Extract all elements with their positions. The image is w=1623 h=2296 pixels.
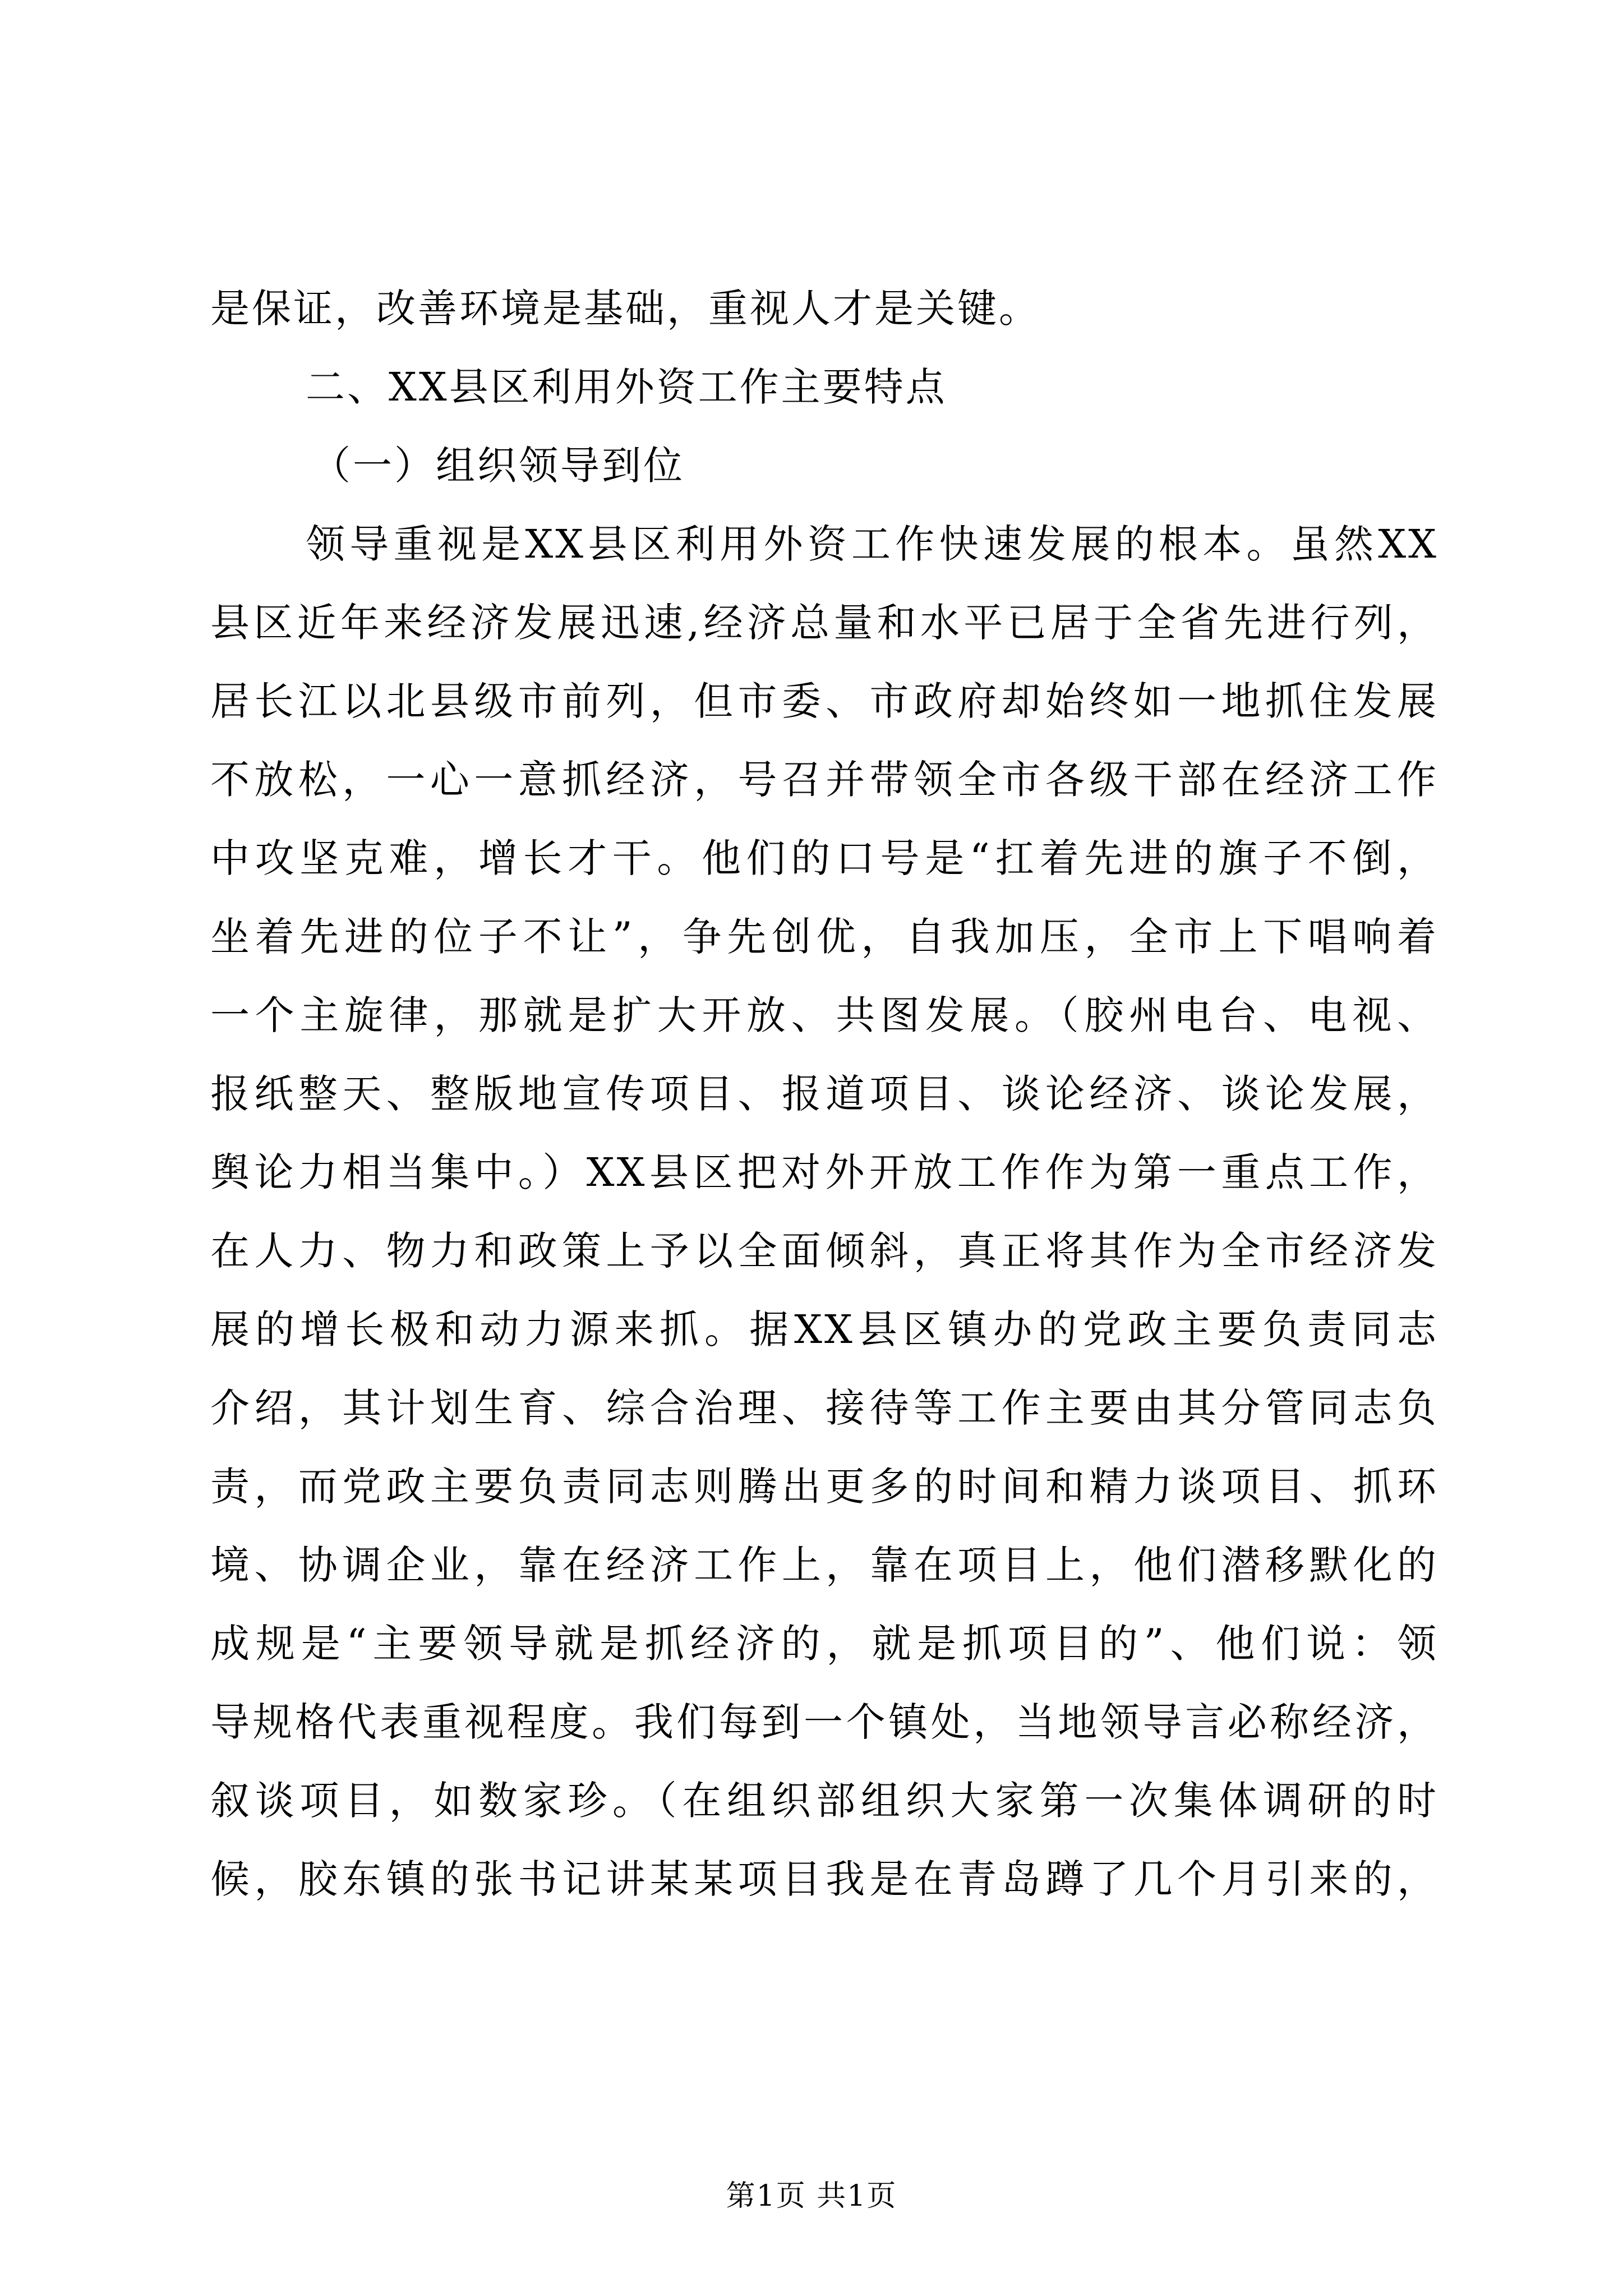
- body-text-line: 叙谈项目，如数家珍。（在组织部组织大家第一次集体调研的时: [210, 1778, 1438, 1824]
- body-text-line: 是保证，改善环境是基础，重视人才是关键。: [210, 286, 1040, 332]
- body-text-line: 不放松，一心一意抓经济，号召并带领全市各级干部在经济工作: [210, 757, 1438, 803]
- body-text-line: 责，而党政主要负责同志则腾出更多的时间和精力谈项目、抓环: [210, 1464, 1438, 1510]
- body-text-line: 一个主旋律，那就是扩大开放、共图发展。（胶州电台、电视、: [210, 992, 1438, 1038]
- body-text-line: 报纸整天、整版地宣传项目、报道项目、谈论经济、谈论发展，: [210, 1071, 1438, 1117]
- body-text-line: 坐着先进的位子不让”，争先创优，自我加压，全市上下唱响着: [210, 914, 1438, 960]
- body-text-line: 境、协调企业，靠在经济工作上，靠在项目上，他们潜移默化的: [210, 1542, 1438, 1588]
- body-text-line: 候，胶东镇的张书记讲某某项目我是在青岛蹲了几个月引来的，: [210, 1856, 1438, 1902]
- body-text-line: 在人力、物力和政策上予以全面倾斜，真正将其作为全市经济发: [210, 1228, 1438, 1274]
- body-text-line: 舆论力相当集中。）XX县区把对外开放工作作为第一重点工作，: [210, 1149, 1438, 1195]
- page-footer: 第1页 共1页: [726, 2179, 897, 2213]
- section-heading: 二、XX县区利用外资工作主要特点: [306, 364, 947, 410]
- body-text-line: 中攻坚克难，增长才干。他们的口号是“扛着先进的旗子不倒，: [210, 835, 1438, 881]
- body-text-line: 成规是“主要领导就是抓经济的，就是抓项目的”、他们说：领: [210, 1621, 1438, 1667]
- body-text-line: 领导重视是XX县区利用外资工作快速发展的根本。虽然XX: [306, 521, 1438, 567]
- subsection-heading: （一）组织领导到位: [311, 443, 685, 489]
- body-text-line: 居长江以北县级市前列，但市委、市政府却始终如一地抓住发展: [210, 678, 1438, 724]
- body-text-line: 介绍，其计划生育、综合治理、接待等工作主要由其分管同志负: [210, 1385, 1438, 1431]
- body-text-line: 县区近年来经济发展迅速,经济总量和水平已居于全省先进行列，: [210, 600, 1438, 646]
- body-text-line: 导规格代表重视程度。我们每到一个镇处，当地领导言必称经济，: [210, 1699, 1438, 1745]
- body-text-line: 展的增长极和动力源来抓。据XX县区镇办的党政主要负责同志: [210, 1306, 1438, 1352]
